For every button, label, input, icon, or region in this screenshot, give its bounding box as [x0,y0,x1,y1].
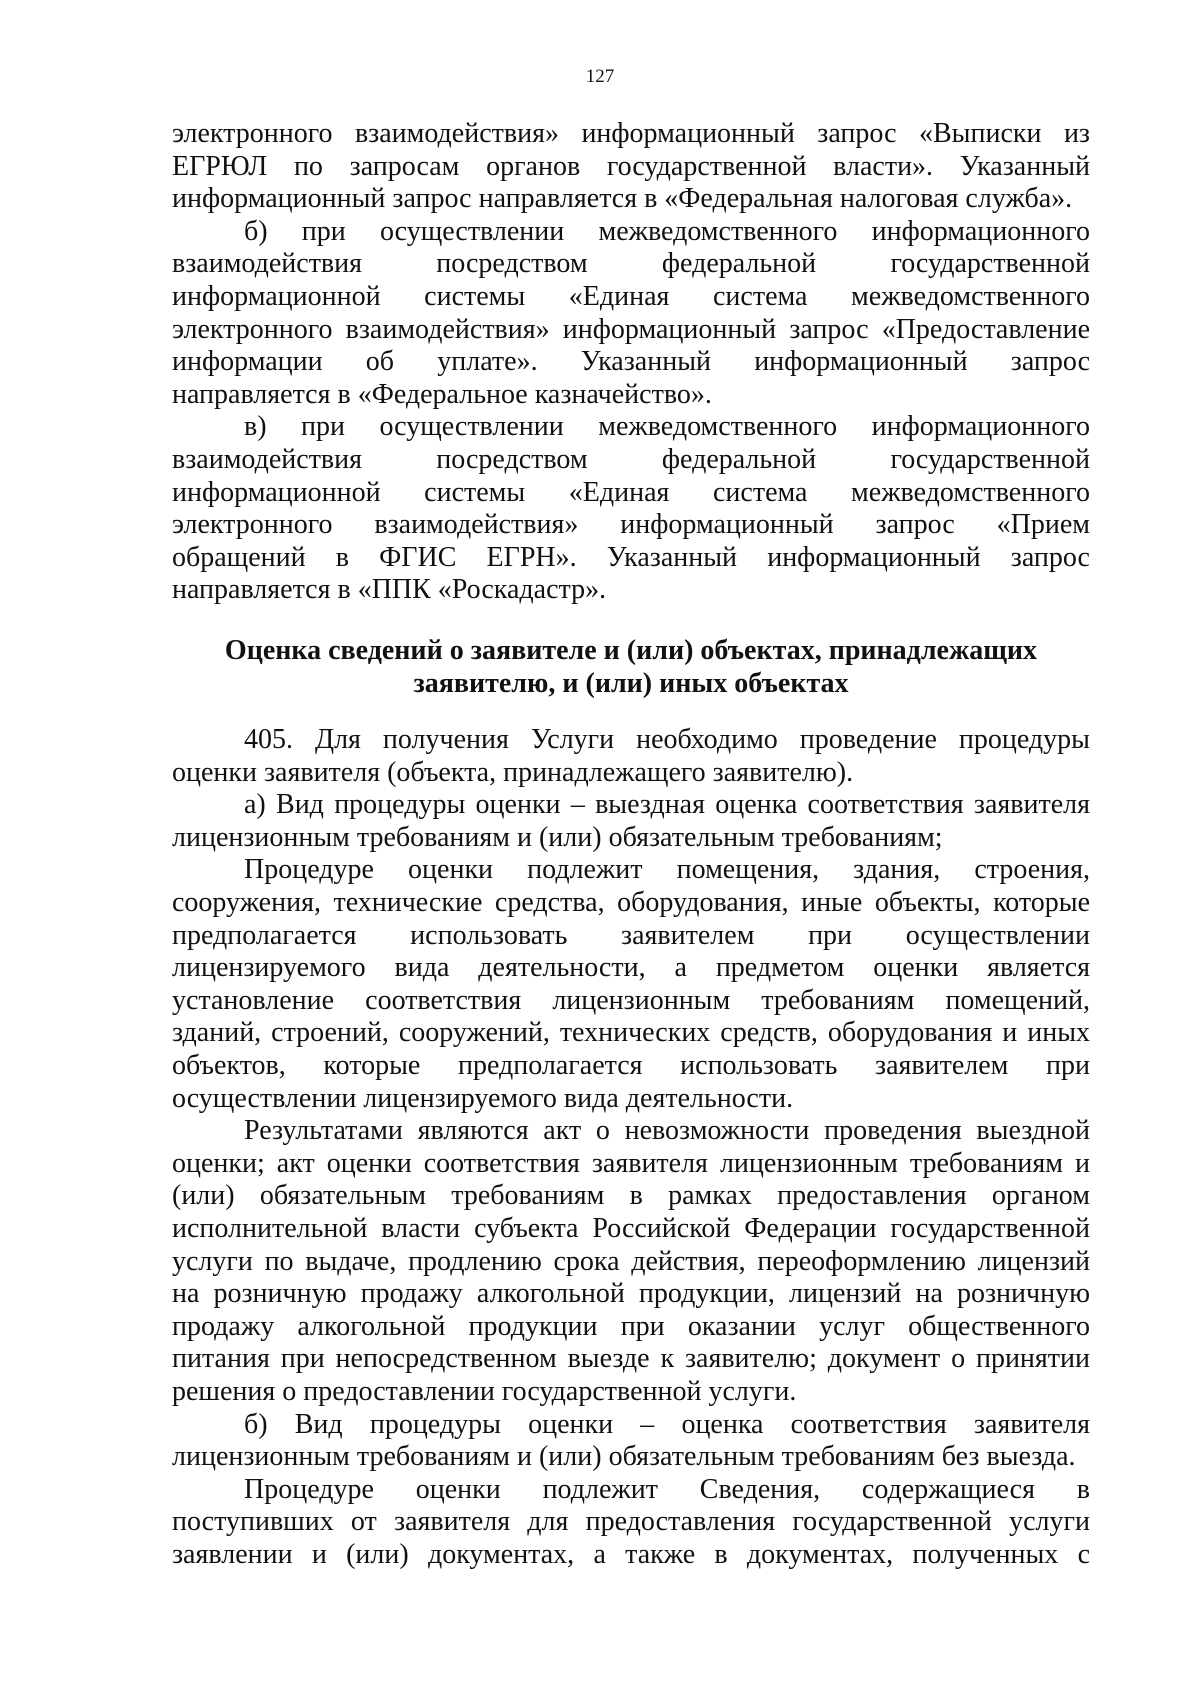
text-line: объектов, которые предполагается использовать заявителем при [172,1050,1090,1082]
text-line: заявлении и (или) документах, а также в документах, полученных с [172,1538,1090,1570]
text-line: Процедуре оценки подлежит Сведения, содержащиеся в [244,1473,1090,1505]
text-line: в) при осуществлении межведомственного информационного [244,411,1090,443]
text-line: (или) обязательным требованиям в рамках предоставления органом [172,1180,1090,1212]
document-body [172,118,1090,1572]
section-heading-line: заявителю, и (или) иных объектах [413,667,849,699]
text-line: электронного взаимодействия» информационный запрос «Прием [172,509,1090,541]
text-line: сооружения, технические средства, оборудования, иные объекты, которые [172,887,1090,919]
text-line: оценки; акт оценки соответствия заявителя лицензионным требованиям и [172,1147,1090,1179]
text-line: продажу алкогольной продукции при оказании услуг общественного [172,1310,1090,1342]
text-line: взаимодействия посредством федеральной государственной [172,443,1090,475]
text-line: питания при непосредственном выезде к заявителю; документ о принятии [172,1343,1090,1375]
text-line: б) Вид процедуры оценки – оценка соответствия заявителя [244,1408,1090,1440]
text-line: осуществлении лицензируемого вида деятельности. [172,1082,794,1114]
text-line: предполагается использовать заявителем при осуществлении [172,919,1090,951]
text-line: оценки заявителя (объекта, принадлежащего заявителю). [172,756,854,788]
text-line: установление соответствия лицензионным требованиям помещений, [172,984,1090,1016]
text-line: лицензионным требованиям и (или) обязательным требованиям; [172,821,943,853]
text-line: взаимодействия посредством федеральной государственной [172,248,1090,280]
text-line: услуги по выдаче, продлению срока действия, переоформлению лицензий [172,1245,1090,1277]
text-line: обращений в ФГИС ЕГРН». Указанный информационный запрос [172,541,1090,573]
text-line: исполнительной власти субъекта Российской Федерации государственной [172,1213,1090,1244]
paragraphs-bottom [172,724,1090,1571]
paragraphs-top [172,118,1090,607]
text-line: направляется в «Федеральное казначейство». [172,378,712,410]
text-line: поступивших от заявителя для предоставления государственной услуги [172,1506,1090,1538]
text-line: электронного взаимодействия» информационный запрос «Предоставление [172,313,1090,345]
text-line: информационной системы «Единая система межведомственного [172,280,1090,312]
text-line: б) при осуществлении межведомственного информационного [244,215,1090,247]
section-heading-line: Оценка сведений о заявителе и (или) объектах, принадлежащих [224,634,1038,666]
text-line: решения о предоставлении государственной услуги. [172,1375,797,1407]
text-line: 405. Для получения Услуги необходимо проведение процедуры [244,724,1090,756]
text-line: информации об уплате». Указанный информационный запрос [172,346,1090,378]
text-line: информационный запрос направляется в «Федеральная налоговая служба». [172,183,1073,215]
text-line: лицензируемого вида деятельности, а предметом оценки является [172,952,1090,984]
page-number: 127 [585,66,615,87]
text-line: зданий, строений, сооружений, технических средств, оборудования и иных [172,1017,1090,1049]
text-line: Процедуре оценки подлежит помещения, здания, строения, [244,854,1090,886]
section-heading [172,635,1090,700]
text-line: на розничную продажу алкогольной продукции, лицензий на розничную [172,1278,1090,1310]
text-line: направляется в «ППК «Роскадастр». [172,574,607,606]
text-line: информационной системы «Единая система межведомственного [172,476,1090,508]
text-line: электронного взаимодействия» информационный запрос «Выписки из [172,118,1090,149]
text-line: ЕГРЮЛ по запросам органов государственной власти». Указанный [172,150,1090,182]
text-line: а) Вид процедуры оценки – выездная оценка соответствия заявителя [244,789,1090,821]
text-line: Результатами являются акт о невозможности проведения выездной [244,1115,1090,1147]
text-line: лицензионным требованиям и (или) обязательным требованиям без выезда. [172,1441,1076,1473]
